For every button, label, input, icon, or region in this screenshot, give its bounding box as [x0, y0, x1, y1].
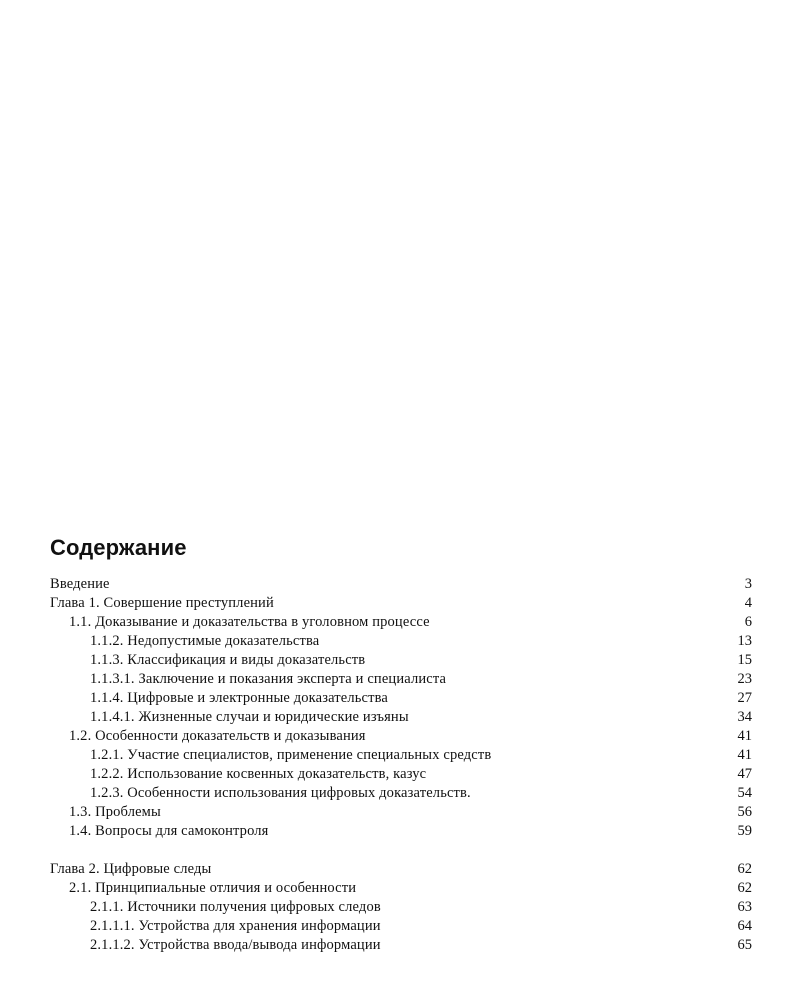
- toc-entry[interactable]: [50, 651, 752, 670]
- toc-entry[interactable]: [50, 689, 752, 708]
- toc-entry-page: 27: [737, 690, 752, 706]
- toc-entry-title: 1.1.4. Цифровые и электронные доказательства: [90, 690, 388, 706]
- toc-entry-title: 1.1.2. Недопустимые доказательства: [90, 633, 320, 649]
- toc-entry[interactable]: [50, 917, 752, 936]
- toc-entry[interactable]: [50, 632, 752, 651]
- toc-entry-page: 15: [737, 652, 752, 668]
- toc-entry[interactable]: [50, 936, 752, 955]
- toc-entry[interactable]: [50, 613, 752, 632]
- toc-entry-page: 34: [737, 709, 752, 725]
- toc-entry-title: Введение: [50, 576, 110, 592]
- toc-entry-title: 1.1.3.1. Заключение и показания эксперта и специалиста: [90, 671, 447, 687]
- toc-entry-title: Глава 2. Цифровые следы: [50, 861, 212, 877]
- toc-entry[interactable]: [50, 594, 752, 613]
- toc-entry[interactable]: [50, 670, 752, 689]
- toc-entry-page: 63: [737, 899, 752, 915]
- toc-entry-title: 1.2.3. Особенности использования цифровых доказательств.: [90, 785, 471, 801]
- toc-entry-page: 64: [737, 918, 752, 934]
- toc-entry[interactable]: [50, 746, 752, 765]
- toc-entry-page: 59: [737, 823, 752, 839]
- toc-entry[interactable]: [50, 708, 752, 727]
- toc-entry[interactable]: [50, 803, 752, 822]
- toc-entry[interactable]: [50, 822, 752, 841]
- toc-entry-page: 4: [744, 595, 752, 611]
- toc-entry[interactable]: [50, 765, 752, 784]
- toc-heading: Содержание: [50, 535, 187, 560]
- toc-entry-title: 2.1.1.2. Устройства ввода/вывода информации: [90, 937, 381, 953]
- toc-entry-page: 56: [737, 804, 752, 820]
- toc-entry-title: Глава 1. Совершение преступлений: [50, 595, 274, 611]
- toc-entry-page: 6: [744, 614, 752, 630]
- toc-entry-title: 1.1.3. Классификация и виды доказательств: [90, 652, 366, 668]
- toc-entry-title: 1.3. Проблемы: [69, 804, 161, 820]
- toc-entry-page: 13: [737, 633, 752, 649]
- toc-entry-title: 1.2.1. Участие специалистов, применение специальных средств: [90, 747, 492, 763]
- toc-entry-title: 1.1.4.1. Жизненные случаи и юридические изъяны: [90, 709, 409, 725]
- toc-entry-page: 41: [737, 747, 752, 763]
- toc-entry-page: 47: [737, 766, 752, 782]
- toc-entry-page: 62: [737, 880, 752, 896]
- toc-entry[interactable]: [50, 860, 752, 879]
- toc-entry-title: 1.2.2. Использование косвенных доказательств, казус: [90, 766, 427, 782]
- toc-entry-page: 54: [737, 785, 752, 801]
- toc-entry-page: 23: [737, 671, 752, 687]
- toc-entry[interactable]: [50, 784, 752, 803]
- toc-entry-page: 3: [744, 576, 752, 592]
- toc-entry-page: 65: [737, 937, 752, 953]
- toc-entry[interactable]: [50, 898, 752, 917]
- toc-entry-title: 2.1. Принципиальные отличия и особенности: [69, 880, 357, 896]
- toc-entry-title: 1.2. Особенности доказательств и доказывания: [69, 728, 366, 744]
- toc-entry-page: 41: [737, 728, 752, 744]
- toc-entry-title: 2.1.1.1. Устройства для хранения информации: [90, 918, 381, 934]
- toc-entry-title: 2.1.1. Источники получения цифровых следов: [90, 899, 381, 915]
- toc-entry-title: 1.1. Доказывание и доказательства в уголовном процессе: [69, 614, 430, 630]
- toc-entry[interactable]: [50, 727, 752, 746]
- toc-entry[interactable]: [50, 575, 752, 594]
- toc-entry-title: 1.4. Вопросы для самоконтроля: [69, 823, 269, 839]
- toc-entry[interactable]: [50, 879, 752, 898]
- table-of-contents: [50, 575, 752, 955]
- toc-entry-page: 62: [737, 861, 752, 877]
